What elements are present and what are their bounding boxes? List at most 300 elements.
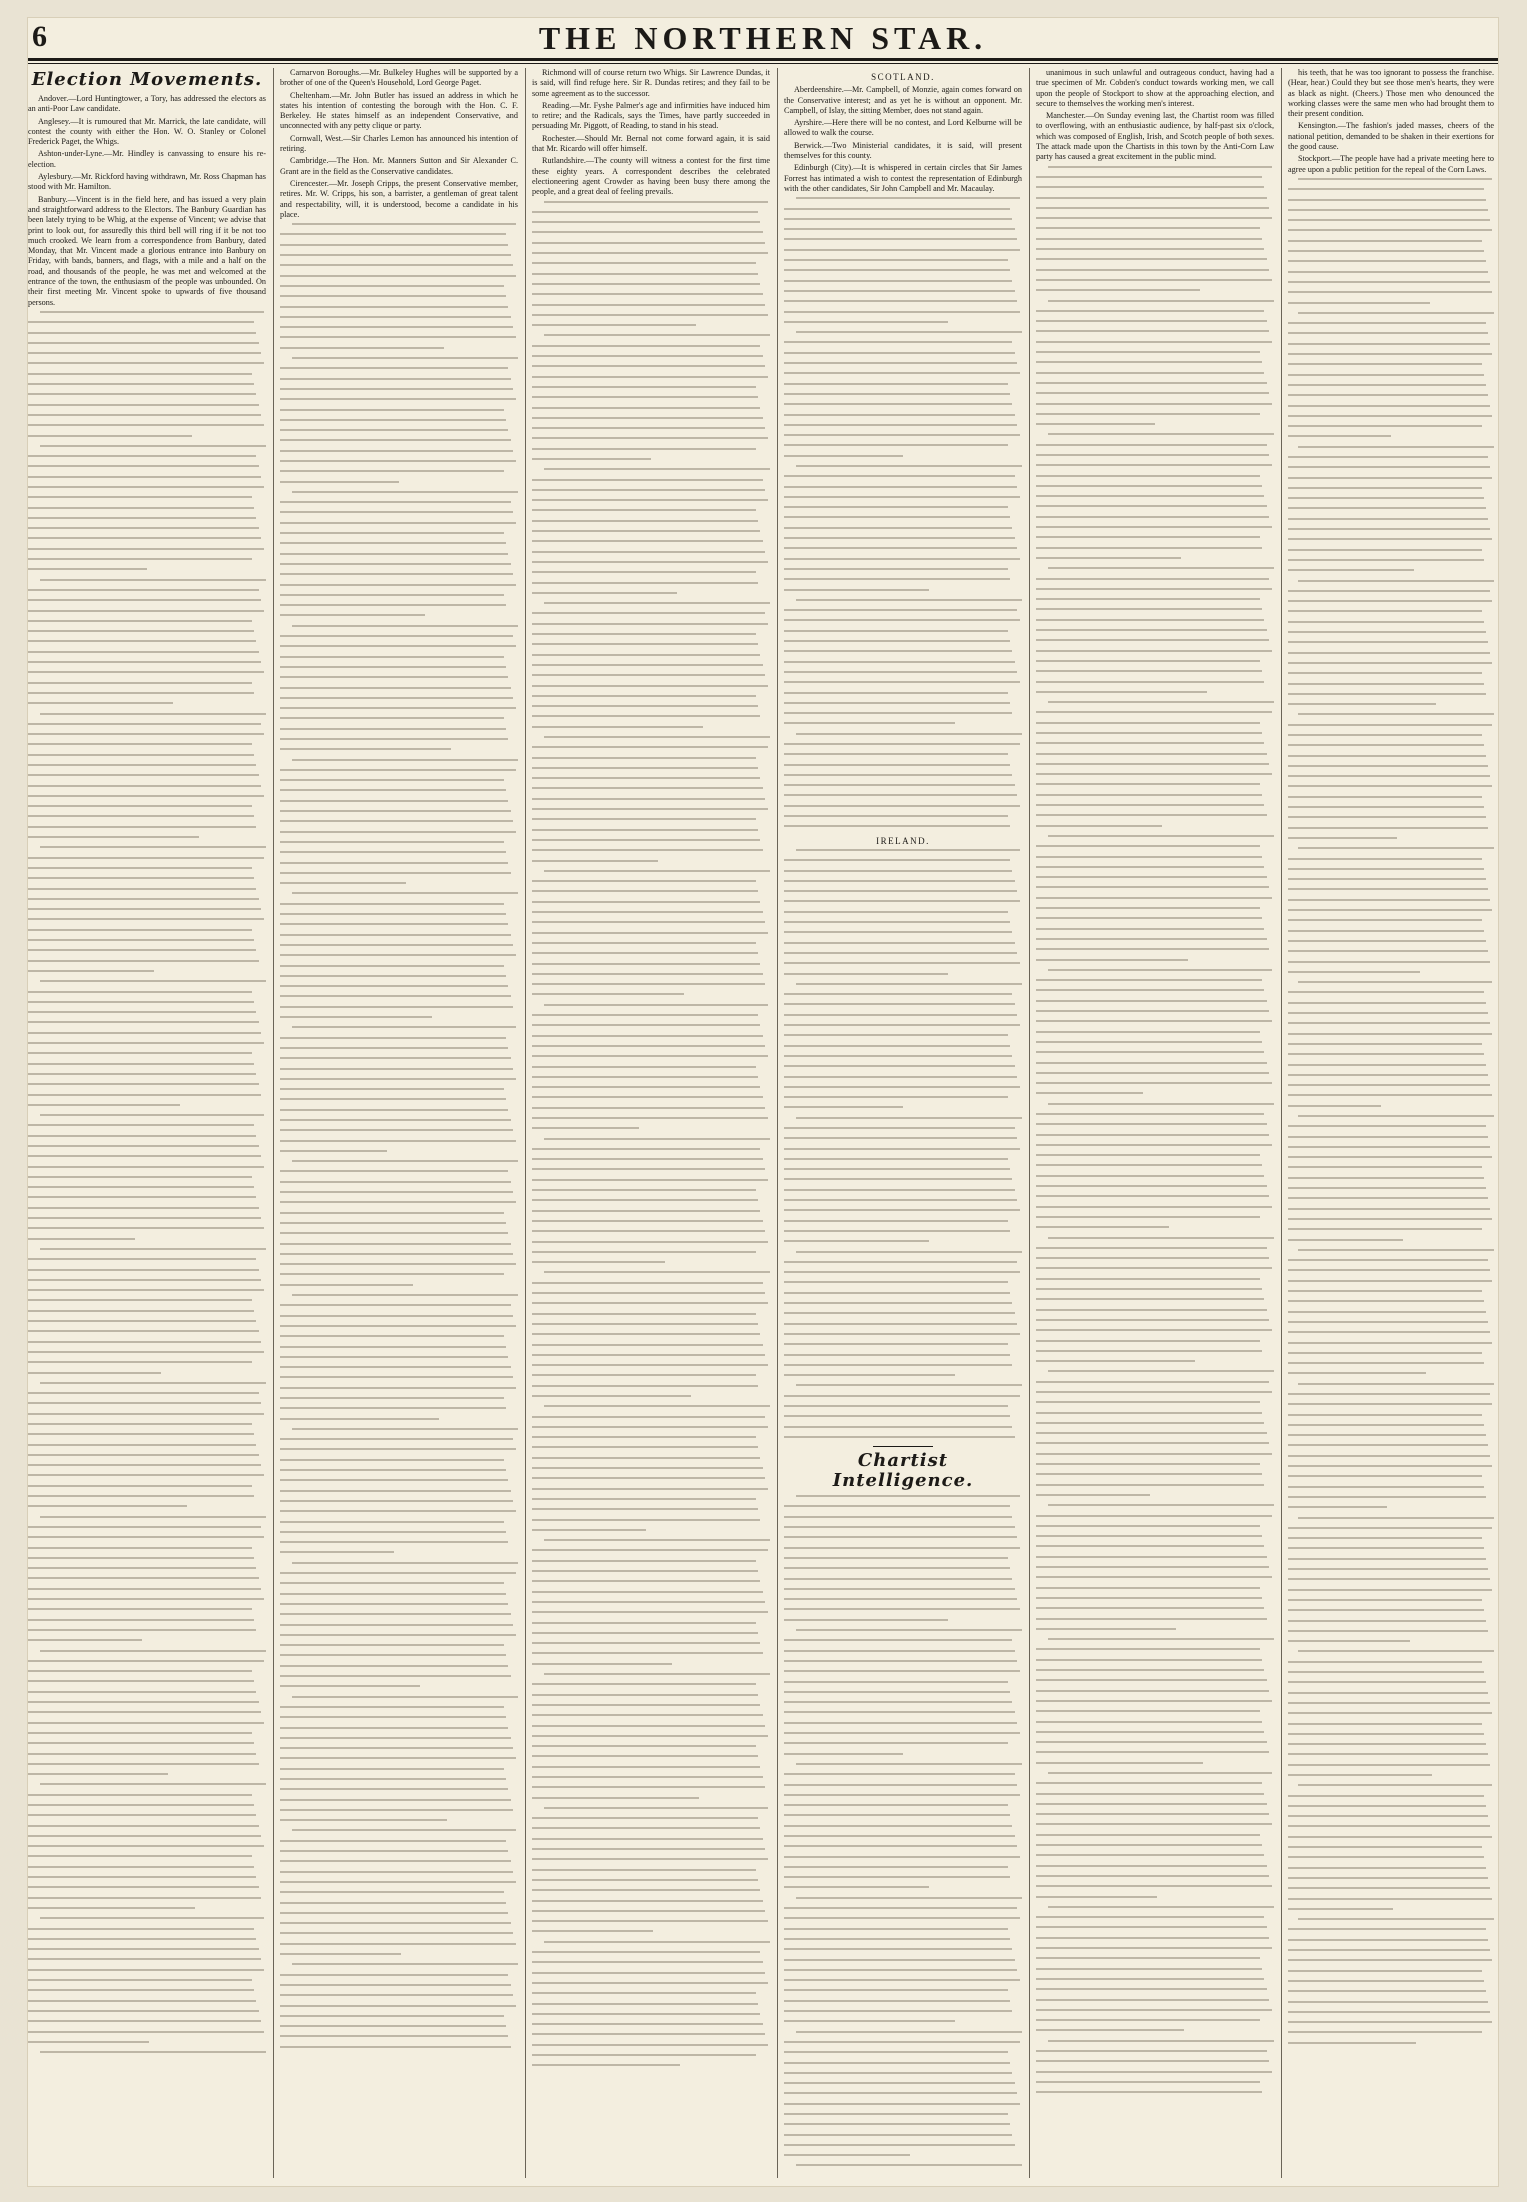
text-line bbox=[1036, 1793, 1264, 1795]
text-line bbox=[784, 506, 1008, 508]
text-line bbox=[1036, 1885, 1272, 1887]
text-line bbox=[1288, 1630, 1488, 1632]
text-line bbox=[1036, 1659, 1262, 1661]
text-line bbox=[532, 2033, 765, 2035]
text-line bbox=[784, 1240, 929, 1242]
text-line bbox=[280, 501, 511, 503]
text-line bbox=[532, 767, 758, 769]
text-line bbox=[532, 849, 763, 851]
text-line bbox=[280, 275, 516, 277]
text-line bbox=[1288, 1815, 1488, 1817]
text-line bbox=[784, 1003, 1015, 1005]
text-line bbox=[292, 1160, 518, 1162]
text-line bbox=[1036, 2071, 1272, 2073]
text-line bbox=[28, 620, 252, 622]
text-line bbox=[1036, 1401, 1260, 1403]
text-line bbox=[1036, 186, 1264, 188]
text-line bbox=[1036, 670, 1262, 672]
text-line bbox=[1036, 392, 1269, 394]
text-line bbox=[532, 1961, 763, 1963]
text-line bbox=[1036, 1937, 1269, 1939]
text-line bbox=[784, 1938, 1010, 1940]
text-line bbox=[280, 1366, 511, 1368]
text-line bbox=[28, 1073, 256, 1075]
text-line bbox=[532, 221, 760, 223]
text-line bbox=[784, 1168, 1010, 1170]
text-line bbox=[532, 1436, 756, 1438]
text-line bbox=[1288, 693, 1486, 695]
text-line bbox=[532, 818, 756, 820]
text-line bbox=[1036, 1484, 1264, 1486]
text-line bbox=[280, 841, 504, 843]
text-line bbox=[784, 496, 1020, 498]
text-line bbox=[1288, 1074, 1488, 1076]
text-line bbox=[532, 1313, 756, 1315]
text-line bbox=[532, 448, 756, 450]
text-line bbox=[1036, 650, 1272, 652]
text-line bbox=[280, 378, 511, 380]
text-line bbox=[280, 1685, 420, 1687]
text-line bbox=[1036, 1926, 1267, 1928]
text-line bbox=[1288, 991, 1484, 993]
text-line bbox=[280, 439, 511, 441]
text-line bbox=[532, 1910, 765, 1912]
column-1 bbox=[28, 68, 266, 2178]
text-line bbox=[1288, 1764, 1490, 1766]
text-line bbox=[1288, 806, 1484, 808]
text-line bbox=[1036, 629, 1267, 631]
text-line bbox=[784, 547, 1017, 549]
text-line bbox=[784, 2010, 1012, 2012]
text-line bbox=[784, 880, 1015, 882]
text-line bbox=[280, 872, 511, 874]
text-line bbox=[1288, 600, 1492, 602]
text-line bbox=[532, 386, 756, 388]
text-line bbox=[28, 1011, 256, 1013]
text-line bbox=[1036, 1195, 1269, 1197]
text-line bbox=[784, 455, 903, 457]
text-line bbox=[28, 1279, 261, 1281]
text-line bbox=[28, 815, 254, 817]
text-line bbox=[1288, 1177, 1484, 1179]
text-line bbox=[532, 1024, 760, 1026]
text-line bbox=[280, 1418, 439, 1420]
text-line bbox=[280, 1860, 511, 1862]
text-line bbox=[532, 345, 760, 347]
text-line bbox=[28, 1032, 261, 1034]
text-line bbox=[1036, 1226, 1169, 1228]
text-line bbox=[280, 1016, 432, 1018]
text-line bbox=[532, 829, 758, 831]
text-line bbox=[280, 429, 508, 431]
text-line bbox=[28, 1485, 252, 1487]
text-line bbox=[784, 393, 1010, 395]
text-line bbox=[1298, 1650, 1494, 1652]
text-line bbox=[784, 1711, 1015, 1713]
text-line bbox=[1036, 1700, 1272, 1702]
text-line bbox=[28, 1536, 264, 1538]
text-line bbox=[1288, 1403, 1492, 1405]
text-line bbox=[28, 1001, 254, 1003]
text-line bbox=[1036, 1896, 1157, 1898]
text-line bbox=[1288, 353, 1492, 355]
text-line bbox=[532, 1107, 765, 1109]
text-line bbox=[1036, 825, 1162, 827]
article-paragraph: Cornwall, West.—Sir Charles Lemon has announced his intention of retiring. bbox=[280, 133, 518, 154]
article-paragraph: Kensington.—The fashion's jaded masses, cheers of the national petition, demanded to be shaken in their exertions for the good cause. bbox=[1288, 121, 1494, 152]
article-paragraph: Cambridge.—The Hon. Mr. Manners Sutton and Sir Alexander C. Grant are in the field as the Conservative candidates. bbox=[280, 156, 518, 176]
text-line bbox=[1288, 302, 1430, 304]
text-line bbox=[280, 306, 508, 308]
text-line bbox=[784, 2154, 910, 2156]
text-line bbox=[1298, 580, 1494, 582]
text-line bbox=[532, 1848, 765, 1850]
text-line bbox=[28, 640, 256, 642]
text-line bbox=[28, 1711, 261, 1713]
text-line bbox=[784, 784, 1015, 786]
text-line bbox=[28, 1989, 254, 1991]
article-paragraph: Rutlandshire.—The county will witness a contest for the first time these eighty years. A correspondent describes the celebrated electioneering agent Crowder as having been busy there among the people, and a great deal of feeling prevails. bbox=[532, 156, 770, 197]
text-line bbox=[532, 1302, 768, 1304]
text-line bbox=[28, 991, 252, 993]
text-line bbox=[40, 1382, 266, 1384]
text-line bbox=[784, 1127, 1015, 1129]
column-divider bbox=[1029, 68, 1030, 2178]
text-line bbox=[1288, 518, 1488, 520]
text-line bbox=[784, 650, 1012, 652]
text-line bbox=[784, 609, 1017, 611]
text-line bbox=[784, 619, 1020, 621]
text-line bbox=[532, 1858, 768, 1860]
text-line bbox=[280, 697, 513, 699]
text-line bbox=[1036, 876, 1267, 878]
text-line bbox=[1048, 567, 1274, 569]
text-line bbox=[1036, 351, 1260, 353]
text-line bbox=[1288, 610, 1482, 612]
article-paragraph: Richmond will of course return two Whigs. Sir Lawrence Dundas, it is said, will find refuge here. Sir R. Dundas retires; and they fail to be some agreement as to the successor. bbox=[532, 68, 770, 98]
text-line bbox=[1036, 341, 1272, 343]
text-line bbox=[532, 1570, 758, 1572]
text-line bbox=[1288, 394, 1488, 396]
text-line bbox=[1048, 2040, 1274, 2042]
text-line bbox=[784, 1866, 1008, 1868]
text-line bbox=[784, 1148, 1020, 1150]
text-line bbox=[532, 437, 768, 439]
text-line bbox=[280, 285, 504, 287]
text-line bbox=[784, 1948, 1012, 1950]
text-line bbox=[280, 1788, 508, 1790]
text-line bbox=[1048, 1638, 1274, 1640]
text-line bbox=[784, 1773, 1015, 1775]
text-line bbox=[784, 1199, 1017, 1201]
text-line bbox=[1036, 845, 1260, 847]
article-paragraph: Rochester.—Should Mr. Bernal not come forward again, it is said that Mr. Ricardo will offer himself. bbox=[532, 133, 770, 154]
text-line bbox=[1036, 1607, 1264, 1609]
text-line bbox=[532, 427, 765, 429]
text-line bbox=[1288, 559, 1484, 561]
text-line bbox=[292, 1963, 518, 1965]
text-line bbox=[280, 481, 399, 483]
text-line bbox=[1036, 1576, 1272, 1578]
text-line bbox=[1288, 683, 1484, 685]
text-line bbox=[280, 584, 516, 586]
text-line bbox=[1288, 1836, 1492, 1838]
text-line bbox=[1048, 300, 1274, 302]
text-line bbox=[784, 537, 1015, 539]
text-line bbox=[280, 1181, 511, 1183]
article-paragraph: unanimous in such unlawful and outrageous conduct, having had a true specimen of Mr. Cobden's conduct towards working men, we call upon the people of Stockport to show at the approaching election, and secure to themselves the working men's interest. bbox=[1036, 68, 1274, 108]
text-line bbox=[1036, 639, 1269, 641]
text-line bbox=[1036, 1813, 1269, 1815]
text-line bbox=[1036, 464, 1272, 466]
text-line bbox=[28, 548, 264, 550]
text-line bbox=[28, 1104, 180, 1106]
text-line bbox=[1288, 1640, 1410, 1642]
text-line bbox=[784, 1835, 1015, 1837]
text-line bbox=[1036, 2019, 1260, 2021]
text-line bbox=[28, 1804, 254, 1806]
text-line bbox=[784, 1856, 1020, 1858]
text-line bbox=[784, 1209, 1020, 1211]
text-line bbox=[1036, 454, 1269, 456]
text-line bbox=[1288, 703, 1436, 705]
text-line bbox=[532, 304, 765, 306]
text-line bbox=[1036, 917, 1262, 919]
text-line bbox=[28, 393, 256, 395]
text-line bbox=[784, 2134, 1012, 2136]
text-line bbox=[28, 1196, 256, 1198]
text-line bbox=[1036, 979, 1262, 981]
text-line bbox=[1036, 742, 1264, 744]
column-divider bbox=[273, 68, 274, 2178]
text-line bbox=[784, 2103, 1020, 2105]
text-line bbox=[1036, 1123, 1267, 1125]
text-line bbox=[40, 1114, 264, 1116]
text-line bbox=[280, 1943, 516, 1945]
text-line bbox=[532, 1467, 763, 1469]
text-line bbox=[28, 332, 256, 334]
text-line bbox=[1036, 1566, 1269, 1568]
text-line bbox=[280, 1541, 508, 1543]
text-line bbox=[28, 1444, 256, 1446]
text-line bbox=[1036, 1587, 1260, 1589]
text-line bbox=[280, 511, 513, 513]
text-line bbox=[28, 1691, 256, 1693]
text-line bbox=[28, 1557, 254, 1559]
text-line bbox=[28, 1660, 264, 1662]
dense-text-block bbox=[1288, 178, 1494, 2044]
text-line bbox=[784, 341, 1012, 343]
text-line bbox=[784, 414, 1015, 416]
text-line bbox=[28, 1773, 168, 1775]
text-line bbox=[28, 1907, 195, 1909]
text-line bbox=[1288, 456, 1488, 458]
text-line bbox=[532, 1323, 758, 1325]
text-line bbox=[280, 923, 508, 925]
dense-text-block bbox=[1036, 166, 1274, 2094]
text-line bbox=[1288, 1187, 1486, 1189]
text-line bbox=[280, 1273, 504, 1275]
text-line bbox=[280, 1129, 513, 1131]
text-line bbox=[1288, 1228, 1482, 1230]
dense-text-block bbox=[784, 197, 1022, 827]
text-line bbox=[280, 789, 506, 791]
text-line bbox=[1288, 888, 1488, 890]
text-line bbox=[280, 264, 513, 266]
text-line bbox=[1036, 1597, 1262, 1599]
text-line bbox=[28, 1330, 259, 1332]
text-line bbox=[532, 808, 768, 810]
text-line bbox=[1288, 1496, 1486, 1498]
text-line bbox=[280, 1593, 506, 1595]
text-line bbox=[1288, 1136, 1488, 1138]
text-line bbox=[1288, 343, 1490, 345]
text-line bbox=[532, 1817, 758, 1819]
text-line bbox=[1036, 1844, 1262, 1846]
text-line bbox=[784, 1907, 1017, 1909]
masthead-rule-thin bbox=[28, 63, 1498, 64]
text-line bbox=[532, 293, 763, 295]
text-line bbox=[532, 932, 768, 934]
text-line bbox=[1036, 2029, 1184, 2031]
text-line bbox=[544, 1405, 770, 1407]
text-line bbox=[1288, 1547, 1484, 1549]
text-line bbox=[784, 1804, 1008, 1806]
text-line bbox=[532, 1900, 763, 1902]
article-paragraph: Anglesey.—It is rumoured that Mr. Marrick, the late candidate, will contest the county with either the Hon. W. O. Stanley or Colonel Frederick Paget, the Whigs. bbox=[28, 116, 266, 147]
text-line bbox=[784, 280, 1012, 282]
text-line bbox=[1288, 1166, 1482, 1168]
text-line bbox=[532, 1920, 768, 1922]
text-line bbox=[532, 458, 651, 460]
text-line bbox=[532, 1704, 760, 1706]
text-line bbox=[1036, 938, 1267, 940]
text-line bbox=[784, 743, 1020, 745]
article-paragraph: Edinburgh (City).—It is whispered in certain circles that Sir James Forrest has intimated a wish to contest the representation of Edinburgh with the other candidates, Sir John Campbell and Mr. Macaulay. bbox=[784, 163, 1022, 193]
article-paragraph: Manchester.—On Sunday evening last, the Chartist room was filled to overflowing, with an enthusiastic audience, by half-past six o'clock, which was composed of English, Irish, and Scotch people of both sexes. The attack made upon the Chartists in this town by the Anti-Corn Law party has caused a great excitement in the public mind. bbox=[1036, 111, 1274, 162]
text-line bbox=[532, 1292, 765, 1294]
text-line bbox=[28, 1732, 252, 1734]
text-line bbox=[28, 826, 256, 828]
text-line bbox=[1036, 1113, 1264, 1115]
text-line bbox=[784, 1588, 1015, 1590]
text-line bbox=[1288, 1094, 1492, 1096]
text-line bbox=[532, 952, 758, 954]
text-line bbox=[532, 1601, 765, 1603]
text-line bbox=[784, 1014, 1017, 1016]
text-line bbox=[532, 973, 763, 975]
text-line bbox=[40, 713, 266, 715]
text-line bbox=[784, 753, 1008, 755]
text-line bbox=[28, 2031, 264, 2033]
text-line bbox=[784, 1415, 1010, 1417]
text-line bbox=[1036, 1453, 1272, 1455]
text-line bbox=[1048, 1370, 1274, 1372]
text-line bbox=[1288, 1908, 1393, 1910]
text-line bbox=[1036, 804, 1264, 806]
text-line bbox=[532, 1055, 768, 1057]
text-line bbox=[28, 1855, 252, 1857]
text-line bbox=[280, 1479, 508, 1481]
text-line bbox=[784, 661, 1015, 663]
text-line bbox=[28, 599, 261, 601]
text-line bbox=[28, 1670, 252, 1672]
text-line bbox=[1036, 1762, 1203, 1764]
text-line bbox=[784, 2041, 1020, 2043]
text-line bbox=[280, 2015, 504, 2017]
text-line bbox=[280, 1243, 511, 1245]
text-line bbox=[1048, 969, 1272, 971]
text-line bbox=[532, 2023, 763, 2025]
text-line bbox=[292, 1696, 518, 1698]
text-line bbox=[1048, 1504, 1274, 1506]
text-line bbox=[1036, 1473, 1262, 1475]
text-line bbox=[784, 1436, 1015, 1438]
text-line bbox=[1288, 1949, 1490, 1951]
text-line bbox=[40, 445, 266, 447]
text-line bbox=[796, 2031, 1022, 2033]
text-line bbox=[1036, 1340, 1260, 1342]
text-line bbox=[28, 1320, 256, 1322]
text-line bbox=[1036, 289, 1200, 291]
text-line bbox=[1288, 322, 1486, 324]
text-line bbox=[532, 1076, 758, 1078]
text-line bbox=[1288, 1105, 1381, 1107]
text-line bbox=[28, 1753, 256, 1755]
text-line bbox=[532, 2003, 758, 2005]
text-line bbox=[1036, 1247, 1267, 1249]
text-line bbox=[280, 1902, 506, 1904]
text-line bbox=[1288, 1033, 1492, 1035]
text-line bbox=[280, 1047, 508, 1049]
text-line bbox=[280, 1315, 513, 1317]
text-line bbox=[784, 1106, 903, 1108]
text-line bbox=[292, 223, 516, 225]
text-line bbox=[1036, 1278, 1260, 1280]
text-line bbox=[784, 1557, 1008, 1559]
text-line bbox=[28, 1639, 142, 1641]
text-line bbox=[1036, 619, 1264, 621]
text-line bbox=[1298, 446, 1494, 448]
text-line bbox=[784, 362, 1017, 364]
article-paragraph: Banbury.—Vincent is in the field here, and has issued a very plain and straightforward address to the Electors. The Banbury Guardian has been lately trying to be Whig, at the expense of Vincent; we advise that print to look out, for assuredly this third bell will ring if it be not too much crooked. We learn from a correspondence from Banbury, dated Monday, that Mr. Vincent made a glorious entrance into Banbury on Friday, with bands, banners, and flags, with a mile and a half on the road, and thousands of the people, he was met and welcomed at the entrance of the town, the enthusiasm of the people was unbounded. On their first meeting Mr. Vincent spoke to upwards of five thousand persons. bbox=[28, 194, 266, 307]
text-line bbox=[532, 1066, 756, 1068]
text-line bbox=[532, 1652, 763, 1654]
text-line bbox=[28, 1577, 259, 1579]
text-line bbox=[1036, 485, 1262, 487]
text-line bbox=[280, 1850, 508, 1852]
text-line bbox=[1288, 1342, 1492, 1344]
text-line bbox=[280, 1778, 506, 1780]
text-line bbox=[292, 892, 518, 894]
text-line bbox=[796, 1251, 1022, 1253]
text-line bbox=[28, 610, 264, 612]
text-line bbox=[532, 746, 768, 748]
text-line bbox=[784, 269, 1010, 271]
text-line bbox=[1288, 425, 1482, 427]
text-line bbox=[1036, 1875, 1269, 1877]
text-line bbox=[784, 578, 1010, 580]
text-line bbox=[1036, 1947, 1272, 1949]
text-line bbox=[784, 859, 1010, 861]
text-line bbox=[1288, 755, 1486, 757]
text-line bbox=[1036, 1782, 1262, 1784]
text-line bbox=[1288, 1290, 1482, 1292]
text-line bbox=[1288, 1125, 1486, 1127]
text-line bbox=[28, 465, 259, 467]
text-line bbox=[1036, 269, 1269, 271]
text-line bbox=[1036, 217, 1272, 219]
